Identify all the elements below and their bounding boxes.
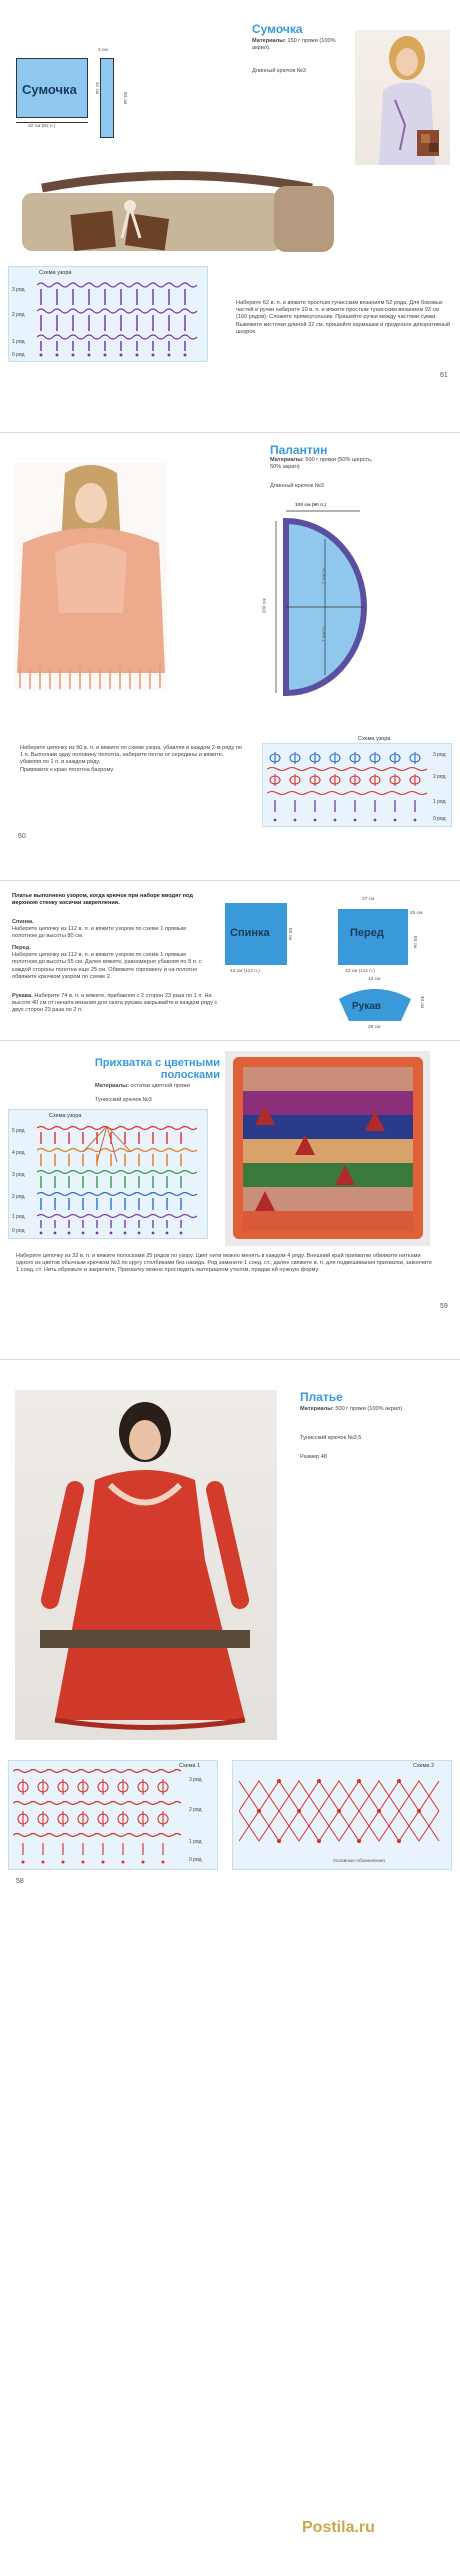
back-height: 80 см (287, 927, 293, 941)
potholder-hook: Тунисский крючок №3 (95, 1097, 152, 1103)
bag-instructions (236, 300, 451, 336)
bag-instructions-1: Наберите 62 в. п. и вяжите простым тунисским вязанием 52 ряда. Для боковых частей и ручки наберите 10 в. п. и вяжите простым тунисским вязанием 93 см (160 рядов). (236, 300, 443, 321)
shawl-materials-text: 500 г пряжи (50% шерсть, 50% акрил) (270, 457, 373, 471)
dress-sleeve-text: Наберите 74 в. п. и вяжите, прибавляя с 2 сторон 23 раза по 1 п. На высоте 40 см от начала вязания для оката рукава закрывайте в каждом ряду с двух сторон 23 раза по 2 п. (12, 993, 218, 1014)
bag-instructions-2: Сложите прямоугольник. Пришейте ручки между частями сумки. Вывяжите кисточки длиной 32 см, пришейте кармашки и проденьте декоративный шнурок. (236, 314, 451, 335)
potholder-row-5: 5 ряд (12, 1128, 25, 1134)
page-potholder (0, 1041, 460, 1359)
sleeve-top: 12 см (368, 977, 381, 982)
shawl-scheme (262, 736, 452, 827)
postila-logo (300, 2510, 450, 2540)
shawl-row-2: 2 ряд (433, 774, 446, 780)
bag-height-label: 31 см (94, 81, 100, 95)
dress-back-text: Наберите цепочку из 112 в. п. и вяжите узором по схеме 1 прямым полотном до высоты 80 см. (12, 926, 186, 940)
shawl-side-dim: 200 см (262, 598, 268, 614)
dress-scheme-1-symbols (13, 1767, 185, 1869)
page-number-60: 60 (18, 833, 26, 840)
bag-scheme-title: Схема узора (39, 270, 72, 276)
shawl-hook: Длинный крючок №3 (270, 483, 324, 489)
dress-s1-row-2: 2 ряд (189, 1807, 202, 1813)
front-mid: 25 см (410, 911, 423, 916)
potholder-scheme-title: Схема узора (49, 1113, 82, 1119)
shawl-scheme-title: Схема узора (358, 736, 391, 742)
dress-scheme-2-symbols (239, 1771, 445, 1853)
front-width: 43 см (112 п.) (345, 969, 375, 974)
bag-photo (12, 168, 342, 256)
potholder-scheme-symbols (37, 1122, 205, 1238)
bag-row-1: 1 ряд (12, 339, 25, 345)
potholder-materials-text: остатки цветной пряжи (130, 1083, 190, 1089)
strap-length-label: 93 см (122, 91, 128, 105)
front-top: 27 см (362, 897, 375, 902)
dress-model-photo (15, 1390, 277, 1740)
potholder-illustration (225, 1051, 430, 1246)
back-width: 43 см (112 п.) (230, 969, 260, 974)
potholder-title: Прихватка с цветными полосками (94, 1057, 220, 1081)
shawl-materials (270, 457, 380, 471)
sleeve-height: 40 см (419, 995, 425, 1009)
back-piece-label: Спинка (230, 927, 270, 939)
shawl-instructions-1: Наберите цепочку из 90 в. п. и вяжите по схеме узора, убавляя в каждом 2-м ряду по 1 п. Выполнив одну половину полотна, наберите петли от середины и вяжите, убавляя по 1 п. в каждом ряду. (20, 745, 243, 766)
front-piece-label: Перед (350, 927, 384, 939)
materials-label: Материалы: (252, 38, 286, 44)
shawl-part-2: 2 часть (322, 567, 328, 585)
dress-scheme-1 (8, 1760, 218, 1870)
dress-materials-text: 500 г пряжи (100% акрил) (335, 1406, 403, 1412)
potholder-photo (225, 1051, 430, 1246)
dress-intro: Платье выполнено узором, когда крючок при наборе вводят под верхнюю стенку косички закрепления. (12, 893, 193, 907)
shawl-title: Палантин (270, 443, 328, 457)
dress-sleeve-section (12, 993, 222, 1015)
materials-text: 150 г пряжи (100% акрил). (252, 38, 336, 52)
dress-s1-row-0: 0 ряд (189, 1857, 202, 1863)
shawl-row-3: 3 ряд (433, 752, 446, 758)
dress-scheme-2 (232, 1760, 452, 1870)
potholder-instructions: Наберите цепочку из 32 в. п. и вяжите полосками 25 рядов по узору. Цвет нити можно менять в каждом 4 ряду. Внешний край прихватки обвяжите нитками одного из цветов обычным крючком №3 по кругу столбиками без накида. Ряд замкните 1 соед. ст., далее свяжите в. п. для подвешивания прихватки, закончите 1 соед. ст. Нить обрежьте и закрепите. Прихватку можно проследить материалом утюгом, придав ей нужную форму. (16, 1253, 433, 1274)
dress-model-figure (15, 1390, 277, 1740)
page-number-61: 61 (440, 372, 448, 379)
shawl-model-figure (15, 463, 167, 691)
bag-model-photo (355, 30, 450, 165)
potholder-row-0: 0 ряд (12, 1228, 25, 1234)
dress-legend: Условные обозначения (333, 1859, 385, 1864)
dress-s1-row-3: 3 ряд (189, 1777, 202, 1783)
page-number-58: 58 (16, 1878, 24, 1885)
strap-width-label: 3 см (98, 48, 108, 53)
bag-materials (252, 38, 352, 52)
dress-materials (300, 1406, 410, 1413)
potholder-row-3: 3 ряд (12, 1172, 25, 1178)
dress-scheme-2-title: Схема 2 (413, 1763, 435, 1769)
page-number-59: 59 (440, 1303, 448, 1310)
potholder-materials (95, 1083, 225, 1090)
bag-hook: Длинный крючок №3 (252, 68, 306, 74)
bag-width-line (16, 122, 88, 123)
dress-front-text: Наберите цепочку из 112 в. п. и вяжите узором по схеме 1 прямым полотном до высоты 55 см. Далее вяжите, равномерно убавляя по 8 п. с каждой стороны полотна еще 25 см. Обвяжите горловину и на полотно обвяжите крючком узором по схеме 2. (12, 952, 202, 980)
front-height: 80 см (412, 935, 418, 949)
bag-scheme (8, 266, 208, 362)
potholder-row-4: 4 ряд (12, 1150, 25, 1156)
potholder-scheme (8, 1109, 208, 1239)
sleeve-width: 28 см (368, 1025, 381, 1030)
dress-size: Размер 48 (300, 1454, 328, 1460)
bag-diagram (10, 40, 135, 160)
postila-watermark (300, 2510, 450, 2540)
shawl-top-dim: 100 см (90 п.) (295, 503, 326, 508)
potholder-row-1: 1 ряд (12, 1214, 25, 1220)
dress-title: Платье (300, 1390, 343, 1404)
bag-row-3: 3 ряд (12, 287, 25, 293)
bag-illustration (12, 168, 342, 256)
shawl-model-photo (15, 463, 167, 691)
potholder-materials-label: Материалы: (95, 1083, 129, 1089)
dress-front-title: Перед. (12, 945, 31, 951)
dress-scheme-1-title: Схема 1 (179, 1763, 201, 1769)
page-shawl (0, 433, 460, 880)
page-bag (0, 0, 460, 432)
dress-back-title: Спинка. (12, 919, 34, 925)
shawl-row-1: 1 ряд (433, 799, 446, 805)
model-figure (355, 30, 450, 165)
bag-title: Сумочка (252, 22, 303, 36)
bag-row-2: 2 ряд (12, 312, 25, 318)
shawl-instructions (20, 745, 245, 774)
strap-rect (100, 58, 114, 138)
shawl-scheme-symbols (267, 748, 431, 826)
shawl-diagram (270, 499, 440, 699)
dress-materials-label: Материалы: (300, 1406, 334, 1412)
shawl-row-0: 0 ряд (433, 816, 446, 822)
svg-text:Postila.ru: Postila.ru (302, 2519, 375, 2536)
dress-s1-row-1: 1 ряд (189, 1839, 202, 1845)
bag-rect-label: Сумочка (22, 82, 77, 97)
bag-scheme-symbols (37, 279, 205, 361)
shawl-part-1: 1 часть (322, 625, 328, 643)
sleeve-piece-label: Рукав (352, 1001, 381, 1012)
dress-sleeve-title: Рукава. (12, 993, 33, 999)
bag-row-0: 0 ряд (12, 352, 25, 358)
potholder-row-2: 2 ряд (12, 1194, 25, 1200)
shawl-materials-label: Материалы: (270, 457, 304, 463)
dress-front-section (12, 945, 212, 981)
shawl-instructions-2: Привяжите к краю полотна бахрому. (20, 766, 115, 773)
bag-width-label: 32 см (62 п.) (28, 124, 56, 129)
dress-back-section (12, 919, 212, 941)
page-dress-instructions (0, 881, 460, 1033)
dress-hook: Тунисский крючок №3,5 (300, 1435, 362, 1441)
page-dress (0, 1360, 460, 2553)
